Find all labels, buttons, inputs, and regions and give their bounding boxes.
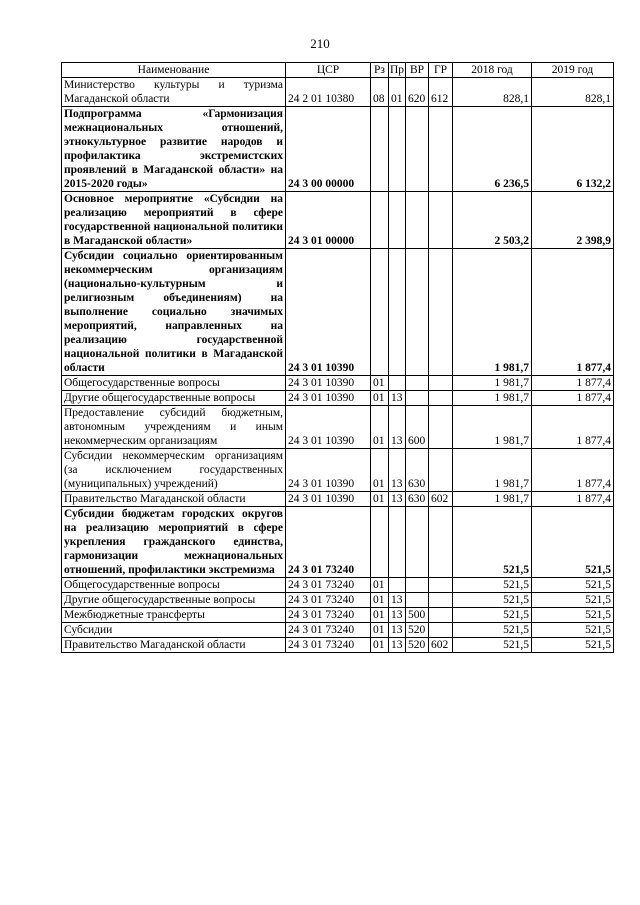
cell-y2019: 2 398,9 bbox=[532, 192, 614, 249]
cell-pr bbox=[389, 376, 406, 391]
cell-name: Правительство Магаданской области bbox=[62, 638, 286, 653]
cell-gr bbox=[429, 593, 453, 608]
cell-csr: 24 3 00 00000 bbox=[286, 107, 371, 192]
cell-gr bbox=[429, 578, 453, 593]
page-number: 210 bbox=[310, 36, 330, 51]
cell-name: Субсидии бюджетам городских округов на реализацию мероприятий в сфере укрепления гражданского единства, гармонизации межнациональных отношений, профилактики экстремизма bbox=[62, 507, 286, 578]
table-row bbox=[62, 406, 614, 449]
table-row bbox=[62, 249, 614, 376]
cell-vr: 520 bbox=[406, 623, 429, 638]
cell-gr bbox=[429, 391, 453, 406]
cell-rz: 01 bbox=[371, 578, 389, 593]
cell-pr: 13 bbox=[389, 638, 406, 653]
cell-gr: 602 bbox=[429, 638, 453, 653]
cell-y2019: 1 877,4 bbox=[532, 406, 614, 449]
table-row bbox=[62, 608, 614, 623]
cell-y2018: 521,5 bbox=[453, 638, 532, 653]
cell-vr: 630 bbox=[406, 492, 429, 507]
cell-rz bbox=[371, 507, 389, 578]
cell-pr bbox=[389, 249, 406, 376]
cell-y2019: 6 132,2 bbox=[532, 107, 614, 192]
cell-name: Подпрограмма «Гармонизация межнациональных отношений, этнокультурное развитие народов и профилактика экстремистских проявлений в Магаданской области» на 2015-2020 годы» bbox=[62, 107, 286, 192]
cell-pr bbox=[389, 578, 406, 593]
cell-gr: 612 bbox=[429, 78, 453, 107]
cell-name: Общегосударственные вопросы bbox=[62, 578, 286, 593]
table-body bbox=[62, 78, 614, 653]
table-row bbox=[62, 593, 614, 608]
cell-y2019: 521,5 bbox=[532, 507, 614, 578]
header-gr: ГР bbox=[429, 63, 453, 78]
header-2018: 2018 год bbox=[453, 63, 532, 78]
cell-y2018: 1 981,7 bbox=[453, 376, 532, 391]
budget-table bbox=[61, 62, 614, 653]
cell-vr: 630 bbox=[406, 449, 429, 492]
cell-y2018: 1 981,7 bbox=[453, 391, 532, 406]
cell-csr: 24 3 01 73240 bbox=[286, 507, 371, 578]
table-row bbox=[62, 623, 614, 638]
cell-name: Субсидии некоммерческим организациям (за исключением государственных (муниципальных) учреждений) bbox=[62, 449, 286, 492]
table-header-row bbox=[62, 63, 614, 78]
cell-csr: 24 3 01 73240 bbox=[286, 578, 371, 593]
cell-y2019: 1 877,4 bbox=[532, 492, 614, 507]
cell-vr: 500 bbox=[406, 608, 429, 623]
cell-pr bbox=[389, 107, 406, 192]
cell-vr bbox=[406, 507, 429, 578]
cell-y2018: 521,5 bbox=[453, 608, 532, 623]
cell-pr bbox=[389, 192, 406, 249]
cell-gr bbox=[429, 107, 453, 192]
cell-name: Субсидии bbox=[62, 623, 286, 638]
cell-vr bbox=[406, 376, 429, 391]
cell-gr bbox=[429, 406, 453, 449]
cell-csr: 24 3 01 73240 bbox=[286, 623, 371, 638]
cell-vr bbox=[406, 249, 429, 376]
cell-pr bbox=[389, 507, 406, 578]
cell-y2018: 1 981,7 bbox=[453, 492, 532, 507]
cell-rz bbox=[371, 249, 389, 376]
cell-csr: 24 3 01 73240 bbox=[286, 638, 371, 653]
cell-pr: 13 bbox=[389, 449, 406, 492]
header-csr: ЦСР bbox=[286, 63, 371, 78]
table-row bbox=[62, 638, 614, 653]
cell-gr bbox=[429, 376, 453, 391]
cell-rz: 01 bbox=[371, 391, 389, 406]
cell-pr: 13 bbox=[389, 593, 406, 608]
cell-y2018: 521,5 bbox=[453, 593, 532, 608]
cell-csr: 24 3 01 73240 bbox=[286, 593, 371, 608]
header-2019: 2019 год bbox=[532, 63, 614, 78]
table-row bbox=[62, 449, 614, 492]
cell-csr: 24 3 01 10390 bbox=[286, 391, 371, 406]
cell-gr bbox=[429, 507, 453, 578]
header-pr: Пр bbox=[389, 64, 405, 76]
cell-csr: 24 3 01 10390 bbox=[286, 406, 371, 449]
cell-vr bbox=[406, 593, 429, 608]
table-row bbox=[62, 391, 614, 406]
cell-csr: 24 3 01 10390 bbox=[286, 376, 371, 391]
cell-y2019: 521,5 bbox=[532, 638, 614, 653]
cell-pr: 13 bbox=[389, 391, 406, 406]
cell-y2019: 1 877,4 bbox=[532, 391, 614, 406]
cell-y2018: 6 236,5 bbox=[453, 107, 532, 192]
table-row bbox=[62, 376, 614, 391]
cell-vr bbox=[406, 391, 429, 406]
cell-y2018: 828,1 bbox=[453, 78, 532, 107]
cell-vr: 620 bbox=[406, 78, 429, 107]
header-vr: ВР bbox=[406, 63, 429, 78]
cell-y2018: 521,5 bbox=[453, 623, 532, 638]
header-rz: Рз bbox=[371, 63, 389, 78]
cell-csr: 24 3 01 00000 bbox=[286, 192, 371, 249]
cell-pr: 13 bbox=[389, 608, 406, 623]
cell-y2019: 521,5 bbox=[532, 623, 614, 638]
cell-csr: 24 2 01 10380 bbox=[286, 78, 371, 107]
cell-vr: 520 bbox=[406, 638, 429, 653]
cell-y2019: 1 877,4 bbox=[532, 376, 614, 391]
cell-name: Министерство культуры и туризма Магаданской области bbox=[62, 78, 286, 107]
cell-gr: 602 bbox=[429, 492, 453, 507]
cell-name: Основное мероприятие «Субсидии на реализацию мероприятий в сфере государственной национальной политики в Магаданской области» bbox=[62, 192, 286, 249]
cell-y2019: 1 877,4 bbox=[532, 249, 614, 376]
cell-name: Межбюджетные трансферты bbox=[62, 608, 286, 623]
cell-gr bbox=[429, 608, 453, 623]
cell-rz: 08 bbox=[371, 78, 389, 107]
cell-rz: 01 bbox=[371, 406, 389, 449]
table-row bbox=[62, 107, 614, 192]
cell-name: Другие общегосударственные вопросы bbox=[62, 593, 286, 608]
table-row bbox=[62, 192, 614, 249]
cell-y2019: 521,5 bbox=[532, 608, 614, 623]
cell-csr: 24 3 01 10390 bbox=[286, 449, 371, 492]
cell-rz: 01 bbox=[371, 449, 389, 492]
cell-vr: 600 bbox=[406, 406, 429, 449]
cell-name: Общегосударственные вопросы bbox=[62, 376, 286, 391]
cell-rz bbox=[371, 107, 389, 192]
cell-name: Другие общегосударственные вопросы bbox=[62, 391, 286, 406]
cell-y2018: 2 503,2 bbox=[453, 192, 532, 249]
cell-y2019: 1 877,4 bbox=[532, 449, 614, 492]
cell-rz bbox=[371, 192, 389, 249]
cell-gr bbox=[429, 623, 453, 638]
header-name: Наименование bbox=[62, 63, 286, 78]
cell-vr bbox=[406, 578, 429, 593]
table-row bbox=[62, 78, 614, 107]
cell-gr bbox=[429, 449, 453, 492]
cell-rz: 01 bbox=[371, 492, 389, 507]
cell-name: Субсидии социально ориентированным некоммерческим организациям (национально-культурным и религиозным объединениям) на выполнение социально значимых мероприятий, направленных на реализацию государственной национальной политики в Магаданской области bbox=[62, 249, 286, 376]
cell-name: Правительство Магаданской области bbox=[62, 492, 286, 507]
cell-pr: 01 bbox=[389, 78, 406, 107]
cell-gr bbox=[429, 249, 453, 376]
cell-y2018: 1 981,7 bbox=[453, 449, 532, 492]
cell-y2018: 1 981,7 bbox=[453, 406, 532, 449]
cell-pr: 13 bbox=[389, 623, 406, 638]
cell-csr: 24 3 01 10390 bbox=[286, 249, 371, 376]
cell-vr bbox=[406, 107, 429, 192]
table-row bbox=[62, 578, 614, 593]
cell-rz: 01 bbox=[371, 638, 389, 653]
table-row bbox=[62, 507, 614, 578]
cell-y2018: 1 981,7 bbox=[453, 249, 532, 376]
cell-vr bbox=[406, 192, 429, 249]
cell-y2019: 521,5 bbox=[532, 593, 614, 608]
cell-rz: 01 bbox=[371, 623, 389, 638]
cell-pr: 13 bbox=[389, 492, 406, 507]
cell-csr: 24 3 01 73240 bbox=[286, 608, 371, 623]
cell-y2018: 521,5 bbox=[453, 578, 532, 593]
cell-rz: 01 bbox=[371, 593, 389, 608]
cell-name: Предоставление субсидий бюджетным, автономным учреждениям и иным некоммерческим организациям bbox=[62, 406, 286, 449]
cell-y2019: 828,1 bbox=[532, 78, 614, 107]
cell-y2019: 521,5 bbox=[532, 578, 614, 593]
cell-gr bbox=[429, 192, 453, 249]
cell-rz: 01 bbox=[371, 376, 389, 391]
cell-pr: 13 bbox=[389, 406, 406, 449]
table-row bbox=[62, 492, 614, 507]
cell-rz: 01 bbox=[371, 608, 389, 623]
cell-y2018: 521,5 bbox=[453, 507, 532, 578]
cell-csr: 24 3 01 10390 bbox=[286, 492, 371, 507]
